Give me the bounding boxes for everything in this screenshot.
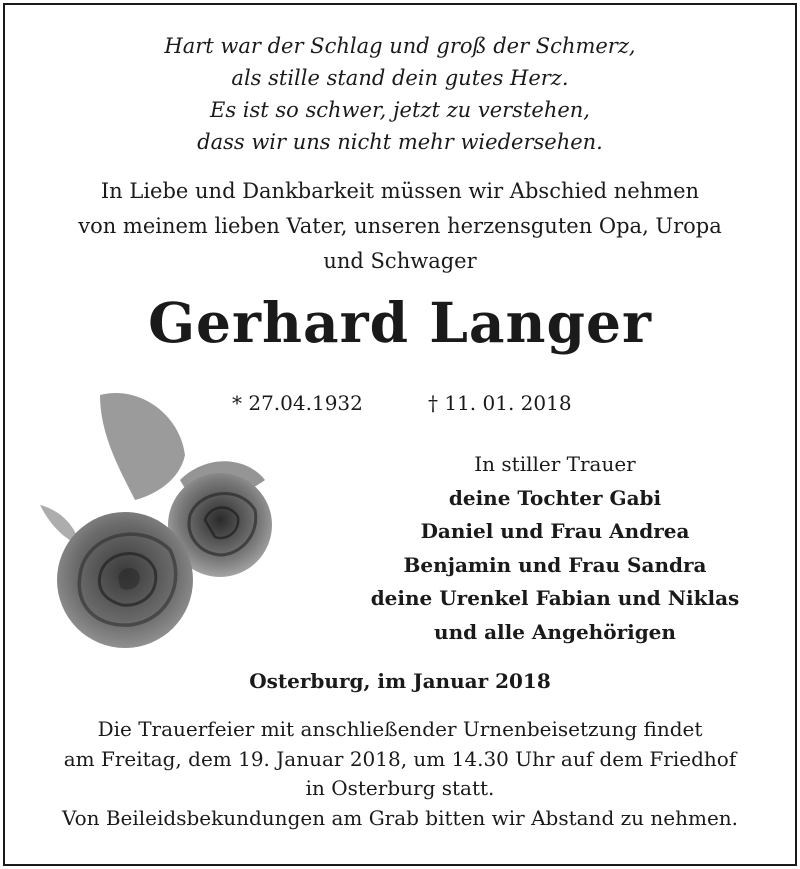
funeral-notice bbox=[0, 715, 800, 833]
intro-line: und Schwager bbox=[323, 249, 477, 273]
intro-line: von meinem lieben Vater, unseren herzensguten Opa, Uropa bbox=[78, 214, 722, 238]
notice-line: Von Beileidsbekundungen am Grab bitten wir Abstand zu nehmen. bbox=[61, 805, 739, 830]
poem-line: als stille stand dein gutes Herz. bbox=[231, 66, 569, 90]
notice-line: am Freitag, dem 19. Januar 2018, um 14.30 Uhr auf dem Friedhof bbox=[63, 746, 737, 771]
mourners-heading: In stiller Trauer bbox=[474, 452, 636, 476]
poem-line: Es ist so schwer, jetzt zu verstehen, bbox=[210, 98, 590, 122]
mourner-name: deine Tochter Gabi bbox=[448, 485, 662, 510]
mourner-name: deine Urenkel Fabian und Niklas bbox=[370, 586, 740, 610]
intro-text bbox=[0, 174, 800, 279]
death-date: † 11. 01. 2018 bbox=[428, 391, 572, 415]
poem-line: dass wir uns nicht mehr wiedersehen. bbox=[197, 130, 603, 154]
rose-icon bbox=[30, 385, 300, 655]
intro-line: In Liebe und Dankbarkeit müssen wir Abschied nehmen bbox=[100, 179, 700, 203]
poem bbox=[0, 30, 800, 158]
place-date: Osterburg, im Januar 2018 bbox=[249, 669, 551, 693]
notice-line: Die Trauerfeier mit anschließender Urnenbeisetzung findet bbox=[97, 717, 703, 741]
birth-date: * 27.04.1932 bbox=[232, 391, 363, 415]
mourner-name: Daniel und Frau Andrea bbox=[420, 519, 690, 543]
notice-line: in Osterburg statt. bbox=[305, 776, 495, 800]
poem-line: Hart war der Schlag und groß der Schmerz, bbox=[164, 34, 636, 58]
deceased-name: Gerhard Langer bbox=[148, 290, 652, 355]
mourner-name: Benjamin und Frau Sandra bbox=[403, 552, 707, 577]
mourners-list bbox=[340, 448, 770, 649]
mourner-name: und alle Angehörigen bbox=[434, 619, 676, 644]
